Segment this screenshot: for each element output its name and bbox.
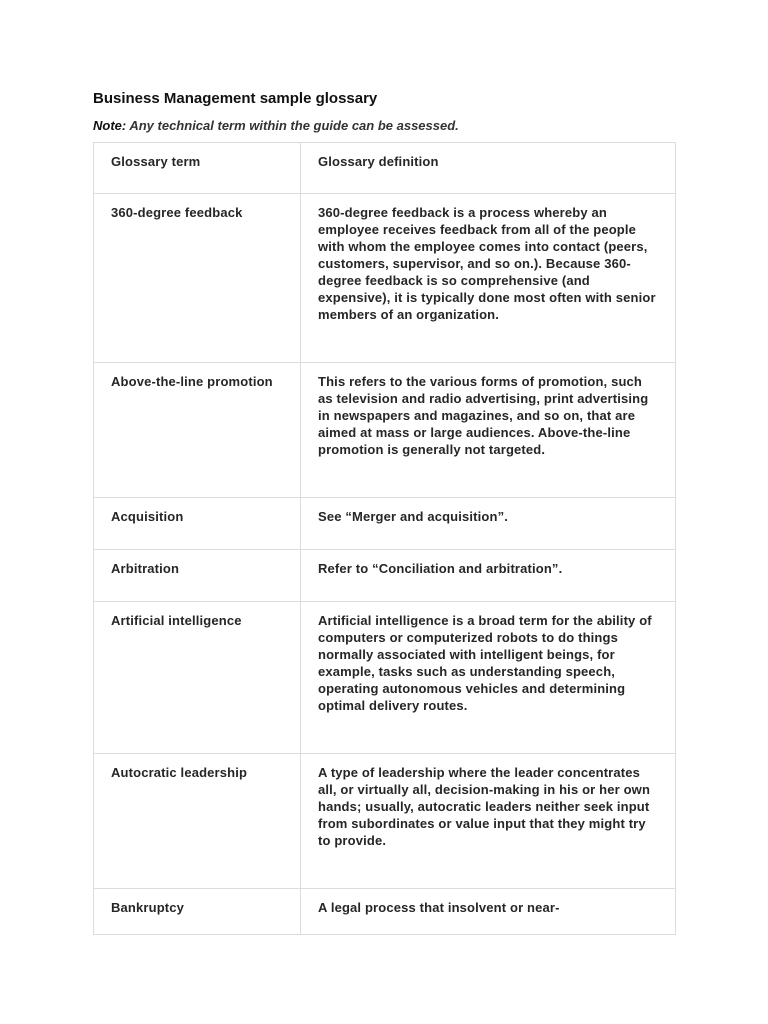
definition: Refer to “Conciliation and arbitration”. bbox=[318, 561, 563, 576]
table-header-row bbox=[94, 143, 676, 194]
table-row bbox=[94, 498, 676, 550]
definition: See “Merger and acquisition”. bbox=[318, 509, 509, 524]
definition: 360-degree feedback is a process whereby an employee receives feedback from all of the people with whom the employee comes into contact (peers, customers, supervisor, and so on.). Because 360-degree feedback is so comprehensive (and expensive), it is typically done most often with senior members of an organization. bbox=[318, 205, 656, 322]
definition: Artificial intelligence is a broad term for the ability of computers or computerized robots to do things normally associated with intelligent beings, for example, tasks such as understanding speech, operating autonomous vehicles and determining optimal delivery routes. bbox=[318, 613, 652, 713]
term: Artificial intelligence bbox=[111, 613, 242, 628]
table-row bbox=[94, 602, 676, 754]
term: Above-the-line promotion bbox=[111, 374, 273, 389]
definition: This refers to the various forms of promotion, such as television and radio advertising, print advertising in newspapers and magazines, and so on, that are aimed at mass or large audiences. Above-the-line promotion is generally not targeted. bbox=[318, 374, 649, 457]
term-cell bbox=[94, 363, 301, 498]
note-label: Note: bbox=[93, 118, 127, 133]
glossary-table bbox=[93, 142, 676, 935]
term-cell bbox=[94, 754, 301, 889]
table-row bbox=[94, 363, 676, 498]
header-definition: Glossary definition bbox=[318, 154, 439, 169]
term-cell bbox=[94, 550, 301, 602]
table-row bbox=[94, 889, 676, 935]
header-term: Glossary term bbox=[111, 154, 201, 169]
term: 360-degree feedback bbox=[111, 205, 243, 220]
definition-cell bbox=[301, 194, 676, 363]
term: Arbitration bbox=[111, 561, 180, 576]
definition-cell bbox=[301, 602, 676, 754]
term-cell bbox=[94, 194, 301, 363]
definition: A type of leadership where the leader concentrates all, or virtually all, decision-making in his or her own hands; usually, autocratic leaders neither seek input from subordinates or value input that they might try to provide. bbox=[318, 765, 651, 848]
definition-cell bbox=[301, 498, 676, 550]
term: Acquisition bbox=[111, 509, 184, 524]
term: Autocratic leadership bbox=[111, 765, 248, 780]
table-row bbox=[94, 550, 676, 602]
document-title: Business Management sample glossary bbox=[93, 90, 378, 107]
header-definition-cell bbox=[301, 143, 676, 194]
definition-cell bbox=[301, 754, 676, 889]
table-row bbox=[94, 754, 676, 889]
term-cell bbox=[94, 498, 301, 550]
term-cell bbox=[94, 889, 301, 935]
definition-cell bbox=[301, 550, 676, 602]
definition-cell bbox=[301, 363, 676, 498]
definition-cell bbox=[301, 889, 676, 935]
term-cell bbox=[94, 602, 301, 754]
note-text: Any technical term within the guide can be assessed. bbox=[126, 118, 459, 133]
definition: A legal process that insolvent or near- bbox=[318, 900, 560, 915]
term: Bankruptcy bbox=[111, 900, 185, 915]
table-row bbox=[94, 194, 676, 363]
header-term-cell bbox=[94, 143, 301, 194]
document-page bbox=[93, 88, 676, 935]
note bbox=[93, 116, 676, 136]
